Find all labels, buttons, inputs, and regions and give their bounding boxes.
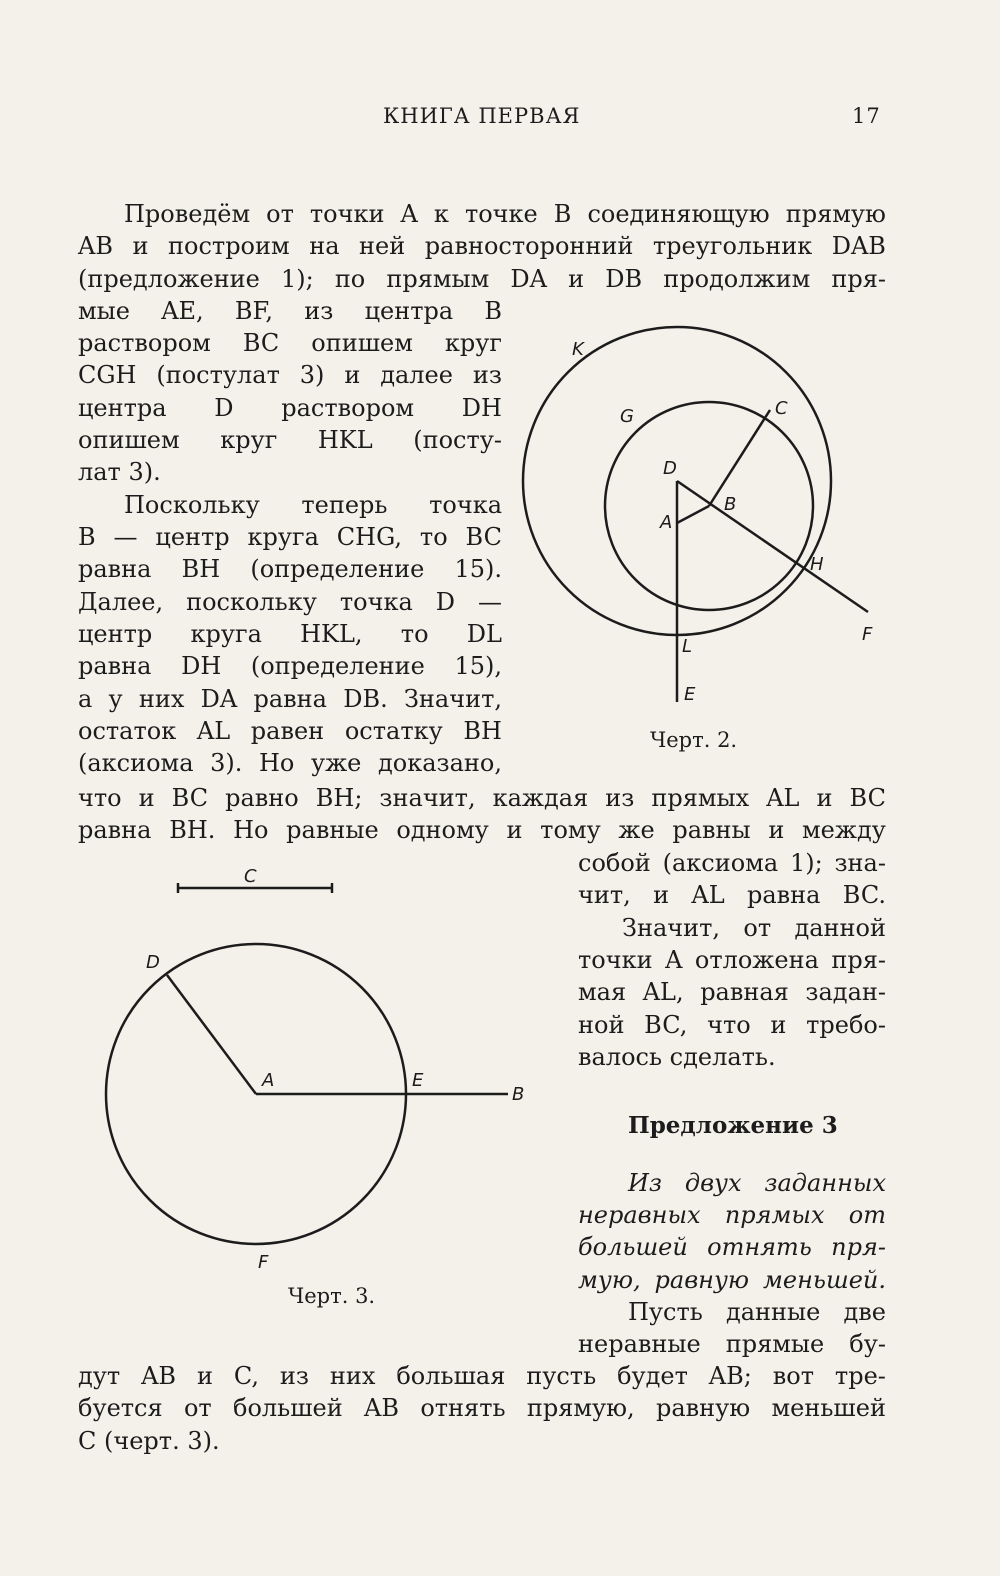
word: равен (250, 717, 325, 745)
word: AE, (161, 297, 204, 325)
word: и (653, 881, 670, 909)
word: центр (155, 523, 230, 551)
word: же (618, 816, 655, 844)
word: и (770, 1011, 787, 1039)
word: — (113, 523, 138, 551)
word: ней (359, 232, 406, 260)
word: остатку (344, 717, 443, 745)
text-line (578, 848, 886, 878)
text-line (78, 425, 502, 455)
text-line (628, 1297, 886, 1327)
word: BC (171, 784, 209, 812)
text-line (78, 264, 886, 294)
word: к (433, 200, 449, 228)
word: тому (540, 816, 601, 844)
word: DA (200, 685, 238, 713)
word: DH (181, 652, 222, 680)
text-line: C (черт. 3). (78, 1427, 220, 1455)
word: BC (849, 784, 886, 812)
word: Но (259, 749, 295, 777)
word: BC, (644, 1011, 688, 1039)
text-line (78, 651, 502, 681)
label-h: H (810, 554, 824, 575)
word: требо- (806, 1011, 886, 1039)
word: A (400, 200, 418, 228)
word: точке (464, 200, 538, 228)
word: равные (286, 816, 379, 844)
word: CHG, (336, 523, 403, 551)
word: продолжим (663, 265, 811, 293)
word: A (665, 946, 683, 974)
word: а (78, 685, 93, 713)
word: AL (691, 881, 725, 909)
word: 1); (789, 849, 823, 877)
word: вот (772, 1362, 815, 1390)
word: круг (220, 426, 278, 454)
word: центр (78, 620, 153, 648)
label-a: A (262, 1070, 275, 1091)
label-d: D (146, 952, 160, 973)
word: B (553, 200, 572, 228)
word: данной (794, 914, 886, 942)
word: точки (578, 946, 653, 974)
word: неравные (578, 1330, 701, 1358)
text-line (622, 913, 886, 943)
word: 3). (210, 749, 243, 777)
word: раствором (281, 394, 415, 422)
word: DAB (831, 232, 886, 260)
word: (посту- (413, 426, 502, 454)
text-line (78, 522, 502, 552)
text-line (578, 880, 886, 910)
text-line (628, 1168, 886, 1198)
word: и (506, 816, 523, 844)
word: отнять (420, 1394, 506, 1422)
text-line (578, 1329, 886, 1359)
word: центра (78, 394, 167, 422)
word: 15). (454, 555, 502, 583)
page-number: 17 (852, 104, 881, 128)
word: соединяющую (587, 200, 770, 228)
word: у (108, 685, 123, 713)
circle-daf (106, 944, 406, 1244)
text-line (78, 328, 502, 358)
word: буется (78, 1394, 163, 1422)
word: отложена (694, 946, 819, 974)
word: AB; (708, 1362, 752, 1390)
word: большей (233, 1394, 343, 1422)
word: — (477, 588, 502, 616)
word: от (266, 200, 294, 228)
word: тре- (834, 1362, 886, 1390)
word: и (138, 784, 155, 812)
word: (аксиома (78, 749, 194, 777)
word: чит, (578, 881, 631, 909)
word: треугольник (652, 232, 813, 260)
word: них (138, 685, 185, 713)
word: Далее, (78, 588, 164, 616)
word: DB. (343, 685, 388, 713)
word: теперь (301, 491, 388, 519)
word: по (334, 265, 366, 293)
text-line (78, 1361, 886, 1391)
text-line (78, 296, 502, 326)
word: равную (655, 1394, 751, 1422)
word: прямых (651, 784, 750, 812)
word: CGH (78, 361, 137, 389)
word: прямых (724, 1201, 825, 1229)
word: значит, (379, 784, 476, 812)
text-line (578, 945, 886, 975)
word: доказано, (377, 749, 502, 777)
word: между (802, 816, 886, 844)
word: от (183, 1394, 212, 1422)
text-line (578, 977, 886, 1007)
word: равная (700, 978, 789, 1006)
text-line (578, 1200, 886, 1230)
word: большая (396, 1362, 506, 1390)
word: 3) (299, 361, 325, 389)
word: прямые (725, 1330, 825, 1358)
text-line (78, 360, 502, 390)
word: бу- (849, 1330, 886, 1358)
text-line (78, 783, 886, 813)
word: и (132, 232, 149, 260)
label-e: E (412, 1070, 424, 1091)
word: AB (141, 1362, 177, 1390)
word: равно (225, 784, 299, 812)
word: одному (396, 816, 489, 844)
label-g: G (620, 406, 634, 427)
text-line: валось сделать. (578, 1043, 776, 1071)
word: C, (233, 1362, 260, 1390)
word: равна (78, 555, 152, 583)
label-l: L (682, 636, 693, 657)
line-ab (677, 506, 709, 523)
word: меньшей (771, 1394, 886, 1422)
word: то (400, 620, 429, 648)
figure-2-caption: Черт. 2. (650, 728, 738, 752)
word: (предложение (78, 265, 260, 293)
word: от (743, 914, 772, 942)
word: Из (628, 1169, 663, 1197)
word: будет (617, 1362, 688, 1390)
line-df (677, 481, 868, 612)
word: AL (196, 717, 231, 745)
word: ной (578, 1011, 625, 1039)
word: HKL (317, 426, 373, 454)
word: пря- (831, 1233, 886, 1261)
word: что (78, 784, 122, 812)
section-heading: Предложение 3 (628, 1112, 838, 1139)
word: прямую (785, 200, 886, 228)
word: опишем (78, 426, 180, 454)
word: задан- (805, 978, 886, 1006)
word: пря- (831, 946, 886, 974)
word: пря- (831, 265, 886, 293)
word: центра (364, 297, 454, 325)
text-line (78, 393, 502, 423)
word: D (435, 588, 455, 616)
label-f: F (258, 1252, 269, 1273)
word: зна- (834, 849, 886, 877)
label-a: A (660, 512, 673, 533)
word: равны (672, 816, 751, 844)
word: дут (78, 1362, 121, 1390)
text-line (578, 1010, 886, 1040)
text-line (78, 554, 502, 584)
text-line (78, 1393, 886, 1423)
word: заданных (764, 1169, 886, 1197)
word: равна (253, 685, 327, 713)
label-c: C (244, 866, 257, 887)
word: на (309, 232, 340, 260)
word: из (605, 784, 635, 812)
word: равносторонний (424, 232, 634, 260)
word: AB (78, 232, 113, 260)
label-d: D (663, 458, 677, 479)
circle-hkl (523, 327, 831, 635)
text-line (78, 587, 502, 617)
word: Проведём (124, 200, 251, 228)
word: неравных (578, 1201, 701, 1229)
text-line (78, 716, 502, 746)
label-f: F (862, 624, 873, 645)
label-b: B (724, 494, 737, 515)
word: Значит, (622, 914, 721, 942)
word: 15), (454, 652, 502, 680)
word: BH; (315, 784, 363, 812)
word: AL, (642, 978, 684, 1006)
word: и (196, 1362, 213, 1390)
word: DA (510, 265, 547, 293)
word: из (472, 361, 502, 389)
word: остаток (78, 717, 177, 745)
word: круга (247, 523, 319, 551)
word: две (843, 1298, 886, 1326)
word: HKL, (300, 620, 363, 648)
text-line (78, 684, 502, 714)
word: равна (78, 816, 152, 844)
word: построим (168, 232, 290, 260)
word: (аксиома (662, 849, 779, 877)
word: Пусть (628, 1298, 703, 1326)
text-line (78, 748, 502, 778)
word: каждая (492, 784, 589, 812)
word: мая (578, 978, 627, 1006)
word: BH. (169, 816, 216, 844)
word: DL (466, 620, 502, 648)
word: уже (310, 749, 362, 777)
text-line (124, 490, 502, 520)
word: двух (684, 1169, 742, 1197)
word: Поскольку (124, 491, 260, 519)
word: Значит, (403, 685, 502, 713)
word: BC (465, 523, 502, 551)
running-header-title: КНИГА ПЕРВАЯ (383, 104, 581, 128)
word: них (329, 1362, 376, 1390)
label-e: E (684, 684, 696, 705)
text-line (124, 199, 886, 229)
word: и (344, 361, 361, 389)
word: 1); (280, 265, 314, 293)
word: опишем (311, 329, 413, 357)
label-c: C (775, 398, 788, 419)
word: что (707, 1011, 751, 1039)
label-k: K (572, 339, 584, 360)
text-line (78, 619, 502, 649)
word: и (768, 816, 785, 844)
word: из (304, 297, 334, 325)
word: BC (242, 329, 280, 357)
word: B (484, 297, 502, 325)
word: раствором (78, 329, 211, 357)
word: DH (461, 394, 502, 422)
word: прямым (386, 265, 490, 293)
word: и (568, 265, 585, 293)
word: (определение (250, 555, 425, 583)
word: мые (78, 297, 130, 325)
word: равна (746, 881, 821, 909)
word: BH (181, 555, 221, 583)
label-b: B (512, 1084, 525, 1105)
word: поскольку (186, 588, 317, 616)
word: BH (463, 717, 502, 745)
text-line (578, 1265, 886, 1295)
word: и (816, 784, 833, 812)
word: AB (364, 1394, 400, 1422)
figure-3-caption: Черт. 3. (288, 1284, 376, 1308)
word: BC. (842, 881, 886, 909)
word: равную (654, 1266, 750, 1294)
word: большей (578, 1233, 688, 1261)
circle-cgh (605, 402, 813, 610)
text-line (78, 815, 886, 845)
word: точки (309, 200, 385, 228)
word: (постулат (156, 361, 280, 389)
text-line (578, 1232, 886, 1262)
word: меньшей. (762, 1266, 886, 1294)
word: данные (725, 1298, 821, 1326)
word: D (214, 394, 234, 422)
word: точка (339, 588, 413, 616)
word: из (279, 1362, 310, 1390)
word: (определение (250, 652, 425, 680)
word: пусть (526, 1362, 597, 1390)
word: Но (233, 816, 269, 844)
word: то (419, 523, 448, 551)
word: от (848, 1201, 886, 1229)
word: B (78, 523, 96, 551)
word: собой (578, 849, 651, 877)
text-line (78, 231, 886, 261)
word: равна (78, 652, 152, 680)
word: BF, (234, 297, 274, 325)
word: далее (380, 361, 453, 389)
word: AL (766, 784, 800, 812)
word: прямую, (526, 1394, 635, 1422)
word: мую, (578, 1266, 641, 1294)
word: отнять (707, 1233, 812, 1261)
text-line: лат 3). (78, 458, 161, 486)
word: круг (444, 329, 502, 357)
line-ad (167, 975, 256, 1094)
word: круга (190, 620, 262, 648)
word: точка (429, 491, 502, 519)
word: DB (605, 265, 643, 293)
line-bc (709, 410, 770, 506)
